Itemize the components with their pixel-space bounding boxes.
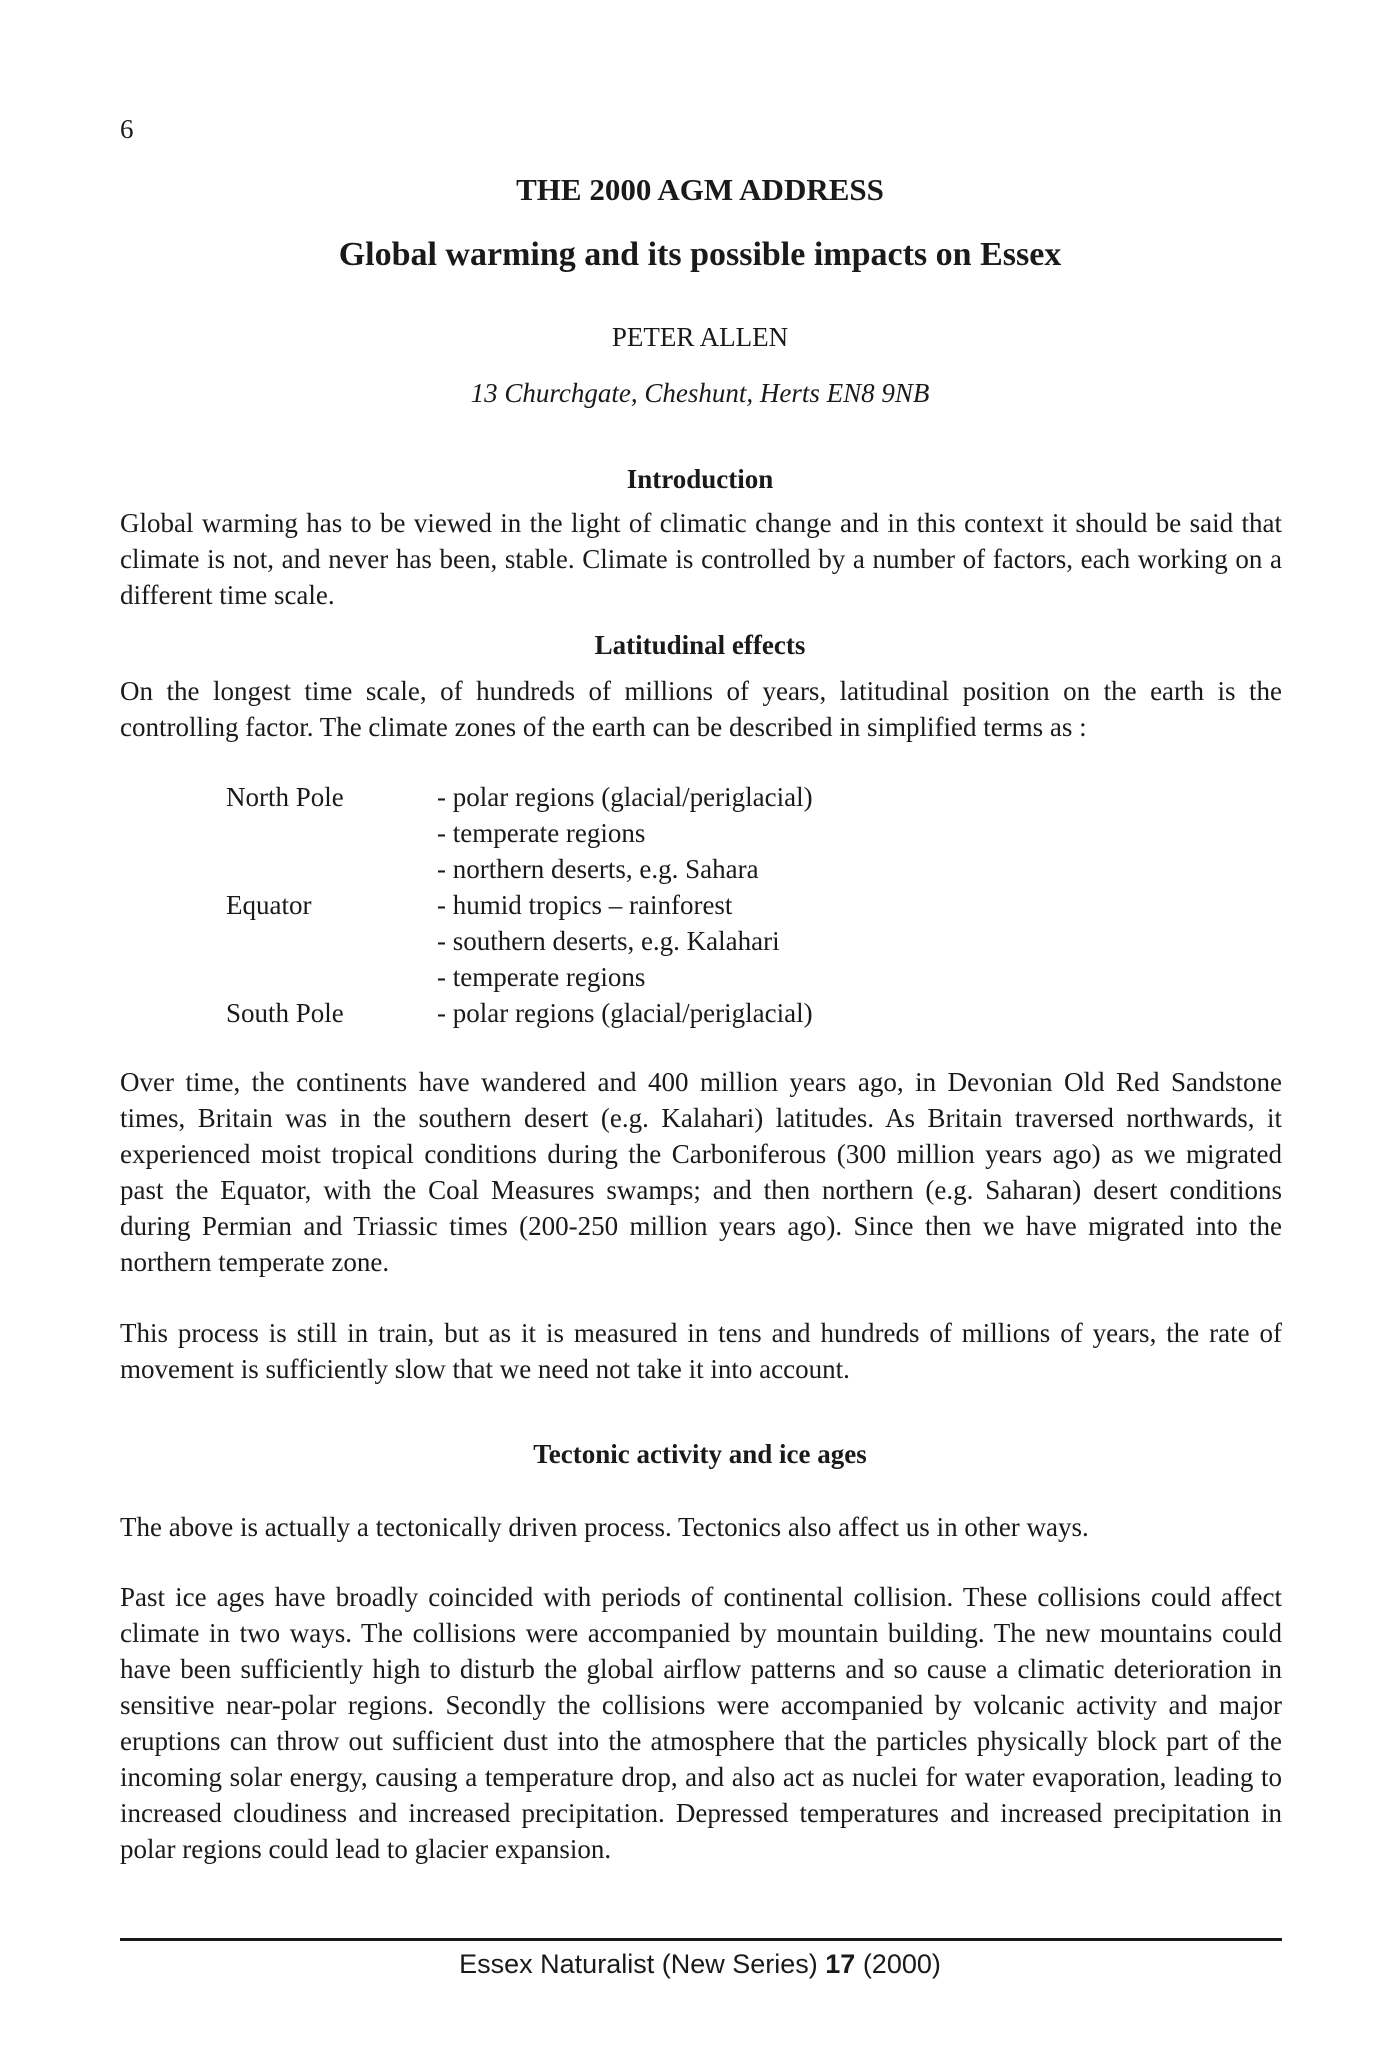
article-subtitle: Global warming and its possible impacts on Essex	[338, 236, 1062, 273]
heading-introduction: Introduction	[626, 464, 774, 494]
footer-rule	[120, 1938, 1282, 1941]
heading-latitudinal-effects: Latitudinal effects	[594, 630, 806, 660]
zone-description: - temperate regions	[437, 962, 646, 992]
zone-description: - southern deserts, e.g. Kalahari	[437, 926, 780, 956]
introduction-paragraph: Global warming has to be viewed in the light of climatic change and in this context it should be said that climate is not, and never has been, stable. Climate is controlled by a number of factors, each working on a different time scale.	[120, 508, 1282, 610]
page-number: 6	[120, 114, 134, 144]
tectonic-paragraph-2: Past ice ages have broadly coincided with periods of continental collision. These collisions could affect climate in two ways. The collisions were accompanied by mountain building. The new mountains could have been sufficiently high to disturb the global airflow patterns and so cause a climatic deterioration in sensitive near-polar regions. Secondly the collisions were accompanied by volcanic activity and major eruptions can throw out sufficient dust into the atmosphere that the particles physically block part of the incoming solar energy, causing a temperature drop, and also act as nuclei for water evaporation, leading to increased cloudiness and increased precipitation. Depressed temperatures and increased precipitation in polar regions could lead to glacier expansion.	[120, 1582, 1282, 1864]
latitudinal-paragraph: On the longest time scale, of hundreds of millions of years, latitudinal position on the earth is the controlling factor. The climate zones of the earth can be described in simplified terms as :	[120, 676, 1282, 742]
article-title: THE 2000 AGM ADDRESS	[516, 172, 884, 207]
zone-label: North Pole	[226, 782, 344, 812]
tectonic-paragraph-1: The above is actually a tectonically driven process. Tectonics also affect us in other ways.	[120, 1512, 1089, 1542]
zone-description: - northern deserts, e.g. Sahara	[437, 854, 759, 884]
journal-name: Essex Naturalist (New Series)	[459, 1949, 818, 1979]
zone-description: - polar regions (glacial/periglacial)	[437, 998, 813, 1028]
author-address: 13 Churchgate, Cheshunt, Herts EN8 9NB	[470, 378, 930, 408]
journal-volume: 17	[825, 1949, 856, 1979]
zone-label: Equator	[226, 890, 312, 920]
zone-description: - temperate regions	[437, 818, 646, 848]
journal-year: (2000)	[862, 1949, 941, 1979]
zone-label: South Pole	[226, 998, 344, 1028]
zone-description: - polar regions (glacial/periglacial)	[437, 782, 813, 812]
continents-paragraph: Over time, the continents have wandered and 400 million years ago, in Devonian Old Red Sandstone times, Britain was in the southern desert (e.g. Kalahari) latitudes. As Britain traversed northwards, it experienced moist tropical conditions during the Carboniferous (300 million years ago) as we migrated past the Equator, with the Coal Measures swamps; and then northern (e.g. Saharan) desert conditions during Permian and Triassic times (200-250 million years ago). Since then we have migrated into the northern temperate zone.	[120, 1067, 1282, 1277]
journal-footer	[0, 1949, 1400, 1980]
zone-description: - humid tropics – rainforest	[437, 890, 733, 920]
author-name: PETER ALLEN	[611, 322, 789, 352]
heading-tectonic-activity: Tectonic activity and ice ages	[533, 1439, 867, 1469]
process-paragraph: This process is still in train, but as it is measured in tens and hundreds of millions of years, the rate of movement is sufficiently slow that we need not take it into account.	[120, 1318, 1282, 1384]
